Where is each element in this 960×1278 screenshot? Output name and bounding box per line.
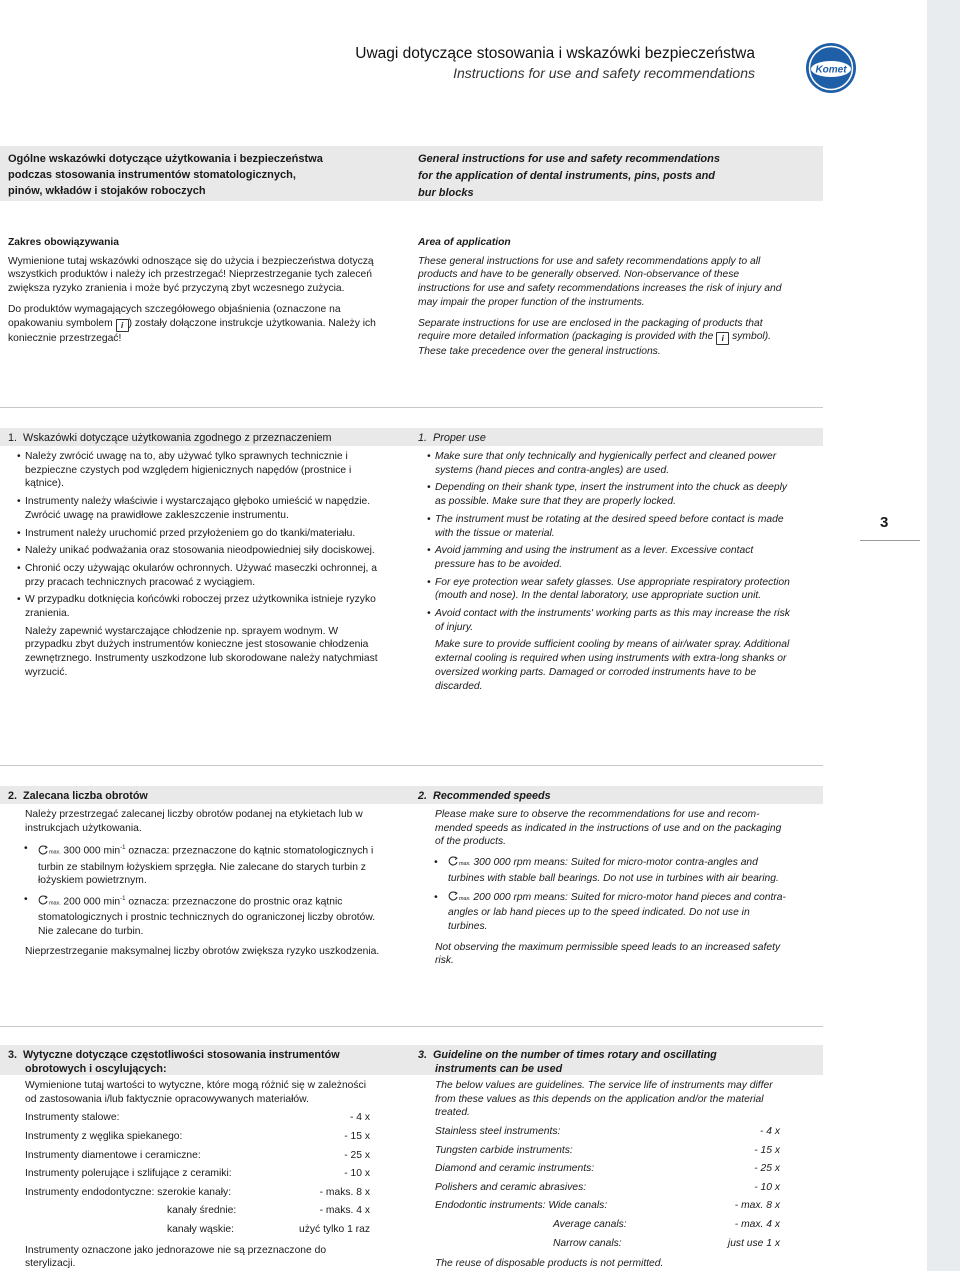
- list-item: • Depending on their shank type, insert the instrument into the chuck as deeply as possible. Make sure that they are properly locked.: [413, 481, 790, 508]
- section-2-intro-pl: Należy przestrzegać zalecanej liczby obrotów podanej na etykietach lub w instrukcjach użytkowania.: [25, 809, 363, 834]
- scope-paragraph-en-2: Separate instructions for use are enclosed in the packaging of products that require more detailed information (packaging is provided with the i symbol). These take precedence over the general instructions.: [418, 317, 771, 358]
- usage-table-pl: [25, 1111, 370, 1241]
- section-2-title-en: 2. Recommended speeds: [418, 790, 551, 802]
- general-heading-en: General instructions for use and safety recommendations for the application of dental instruments, pins, posts and bur blocks: [418, 153, 720, 199]
- table-row: Instrumenty endodontyczne: szerokie kanały: - maks. 8 x: [25, 1186, 370, 1198]
- section-3-rule: [0, 1026, 823, 1027]
- page-title-en: Instructions for use and safety recommendations: [453, 65, 755, 81]
- section-3-title-pl: 3. Wytyczne dotyczące częstotliwości stosowania instrumentów obrotowych i oscylujących:: [8, 1049, 340, 1075]
- section-1-title-en: 1. Proper use: [418, 432, 486, 444]
- section-1-bullets-pl: [3, 450, 378, 621]
- section-2-title-pl: 2. Zalecana liczba obrotów: [8, 790, 148, 802]
- section-3-intro-en: The below values are guidelines. The service life of instruments may differ from these values as this depends on the application and/or the material treated.: [435, 1080, 773, 1119]
- scope-en: [418, 236, 788, 366]
- list-item: • Instrumenty należy właściwie i wystarczająco głęboko umieścić w napędzie. Zwrócić uwagę na prawidłowe zakleszczenie instrumentu.: [3, 495, 378, 522]
- table-row: Polishers and ceramic abrasives: - 10 x: [435, 1181, 780, 1193]
- list-item: • W przypadku dotknięcia końcówki roboczej przez użytkownika istnieje ryzyko zranienia.: [3, 593, 378, 620]
- scope-paragraph-pl-2: Do produktów wymagających szczegółowego objaśnienia (oznaczone na opakowaniu symbolem i ) zostały dołączone instrukcje użytkowania. Należy ich koniecznie przestrzegać!: [8, 303, 376, 344]
- section-1-bullets-en: [413, 450, 790, 634]
- section-3-title-en: 3. Guideline on the number of times rotary and oscillating instruments can be used: [418, 1049, 717, 1075]
- general-heading-pl: Ogólne wskazówki dotyczące użytkowania i bezpieczeństwa podczas stosowania instrumentów stomatologicznych, pinów, wkładów i stojaków roboczych: [8, 153, 323, 197]
- speed-200k-item-pl: • max. 200 000 $\min^{-1}$ oznacza: przeznaczone do prostnic oraz kątnic stomatologicznych i prostnic technicznych do ograniczonej liczby obrotów. Nie zalecane do turbin.: [24, 893, 376, 937]
- section-3-intro-pl: Wymienione tutaj wartości to wytyczne, które mogą różnić się w zależności od zastosowania i/lub faktycznie opracowywanych materiałów.: [25, 1080, 366, 1105]
- table-row: Stainless steel instruments: - 4 x: [435, 1126, 780, 1138]
- scope-paragraph-en-1: These general instructions for use and safety recommendations apply to all products and have to be generally observed. Non-observance of these instructions for use and safety recommendations increases the risk of injury and may impair the proper function of the instruments.: [418, 255, 782, 308]
- section-1-title-pl: 1. Wskazówki dotyczące użytkowania zgodnego z przeznaczeniem: [8, 432, 332, 444]
- section-3-outro-en: The reuse of disposable products is not permitted.: [435, 1258, 664, 1270]
- scope-pl: [8, 236, 378, 352]
- list-item: • Avoid jamming and using the instrument as a lever. Excessive contact pressure has to be avoided.: [413, 544, 790, 571]
- scope-heading-pl: Zakres obowiązywania: [8, 237, 120, 248]
- usage-table-en: [435, 1125, 780, 1255]
- section-3-pl: [25, 1079, 375, 1278]
- section-3-en: [435, 1079, 785, 1278]
- section-2-outro-pl: Nieprzestrzeganie maksymalnej liczby obrotów zwiększa ryzyko uszkodzenia.: [25, 946, 380, 958]
- speed-200k-item-en: • max. 200 000 rpm means: Suited for micro-motor hand pieces and contra-angles or lab hand pieces up to the speed indicated. Do not use in turbines.: [434, 891, 786, 932]
- table-row: kanały wąskie: użyć tylko 1 raz: [167, 1223, 370, 1235]
- section-2-rule: [0, 765, 823, 766]
- komet-logo: [805, 42, 857, 94]
- list-item: • Instrument należy uruchomić przed przyłożeniem go do tkanki/materiału.: [3, 527, 378, 541]
- table-row: Tungsten carbide instruments: - 15 x: [435, 1144, 780, 1156]
- table-row: Instrumenty z węglika spiekanego: - 15 x: [25, 1131, 370, 1142]
- section-1-cooling-pl: Należy zapewnić wystarczające chłodzenie np. sprayem wodnym. W przypadku zbyt dużych instrumentów konieczne jest stosowanie chłodzenia zewnętrznego. Instrumenty uszkodzone lub skorodowane należy natychmiast wyrzucić.: [25, 625, 378, 678]
- table-row: kanały średnie: - maks. 4 x: [167, 1205, 370, 1217]
- list-item: • Avoid contact with the instruments' working parts as this may increase the risk of injury.: [413, 607, 790, 634]
- section-1-pl: [3, 450, 378, 687]
- page-title-pl: Uwagi dotyczące stosowania i wskazówki bezpieczeństwa: [355, 45, 755, 62]
- rotation-speed-icon: [448, 891, 459, 901]
- page-number-rule: [860, 540, 920, 541]
- list-item: • Należy zwrócić uwagę na to, aby używać tylko sprawnych technicznie i bezpieczne czystych pod względem higienicznych napędów (prostnice i kątnice).: [3, 450, 378, 491]
- scope-heading-en: Area of application: [418, 237, 511, 248]
- logo-text: Komet: [815, 64, 847, 76]
- section-2-pl: [25, 808, 380, 966]
- section-3-outro-pl: Instrumenty oznaczone jako jednorazowe nie są przeznaczone do sterylizacji.: [25, 1244, 327, 1270]
- section-2-outro-en: Not observing the maximum permissible speed leads to an increased safety risk.: [435, 941, 781, 967]
- section-2-intro-en: Please make sure to observe the recommendations for use and recommended speeds as indicated in the instructions of use and on the packaging of the products.: [435, 809, 782, 848]
- page-number: 3: [880, 514, 889, 531]
- table-row: Diamond and ceramic instruments: - 25 x: [435, 1163, 780, 1175]
- speed-300k-item-en: • max. 300 000 rpm means: Suited for micro-motor contra-angles and turbines with stable ball bearings. Do not use in turbines with air bearing.: [434, 857, 779, 884]
- table-row: Instrumenty stalowe: - 4 x: [25, 1112, 370, 1124]
- table-row: Endodontic instruments: Wide canals: - max. 8 x: [435, 1200, 780, 1212]
- section-2-en: [435, 808, 790, 975]
- list-item: • The instrument must be rotating at the desired speed before contact is made with the tissue or material.: [413, 513, 790, 540]
- instructions-symbol-icon: i: [116, 319, 129, 332]
- rotation-speed-icon: [448, 856, 459, 866]
- table-row: Narrow canals: just use 1 x: [553, 1237, 780, 1249]
- table-row: Instrumenty diamentowe i ceramiczne: - 25 x: [25, 1149, 370, 1161]
- list-item: • Chronić oczy używając okularów ochronnych. Używać maseczki ochronnej, a przy pracach technicznych pracować z wyciągiem.: [3, 562, 378, 589]
- rotation-speed-icon: [38, 895, 49, 905]
- list-item: • Należy unikać podważania oraz stosowania nieodpowiedniej siły dociskowej.: [3, 544, 378, 558]
- section-1-en: [413, 450, 790, 700]
- rotation-speed-icon: [38, 845, 49, 855]
- table-row: Instrumenty polerujące i szlifujące z ceramiki: - 10 x: [25, 1168, 370, 1180]
- list-item: • For eye protection wear safety glasses. Use appropriate respiratory protection (mouth and nose). In the dental laboratory, use appropriate suction unit.: [413, 576, 790, 603]
- sidebar-strip: [927, 0, 960, 1271]
- instructions-symbol-icon: i: [716, 332, 729, 345]
- speed-300k-item-pl: • max. 300 000 $\min^{-1}$ oznacza: przeznaczone do kątnic stomatologicznych i turbin ze stabilnym łożyskiem sprzęgła. Nie zalecane do starych turbin z łożyskiem powietrznym.: [24, 843, 374, 887]
- table-row: Average canals: - max. 4 x: [553, 1219, 780, 1231]
- list-item: • Make sure that only technically and hygienically perfect and cleaned power systems (hand pieces and contra-angles) are used.: [413, 450, 790, 477]
- section-1-rule: [0, 407, 823, 408]
- section-1-cooling-en: Make sure to provide sufficient cooling by means of air/water spray. Additional external cooling is required when using instruments with extra-long shanks or oversized working parts. Damaged or corroded instruments have to be discarded.: [435, 639, 790, 692]
- scope-paragraph-pl-1: Wymienione tutaj wskazówki odnoszące się do użycia i bezpieczeństwa dotyczą wszystkich produktów i należy ich przestrzegać! Nieprzestrzeganie tych zaleceń zwiększa ryzyko zranienia i może być przyczyną zbyt wczesnego zużycia.: [8, 255, 374, 295]
